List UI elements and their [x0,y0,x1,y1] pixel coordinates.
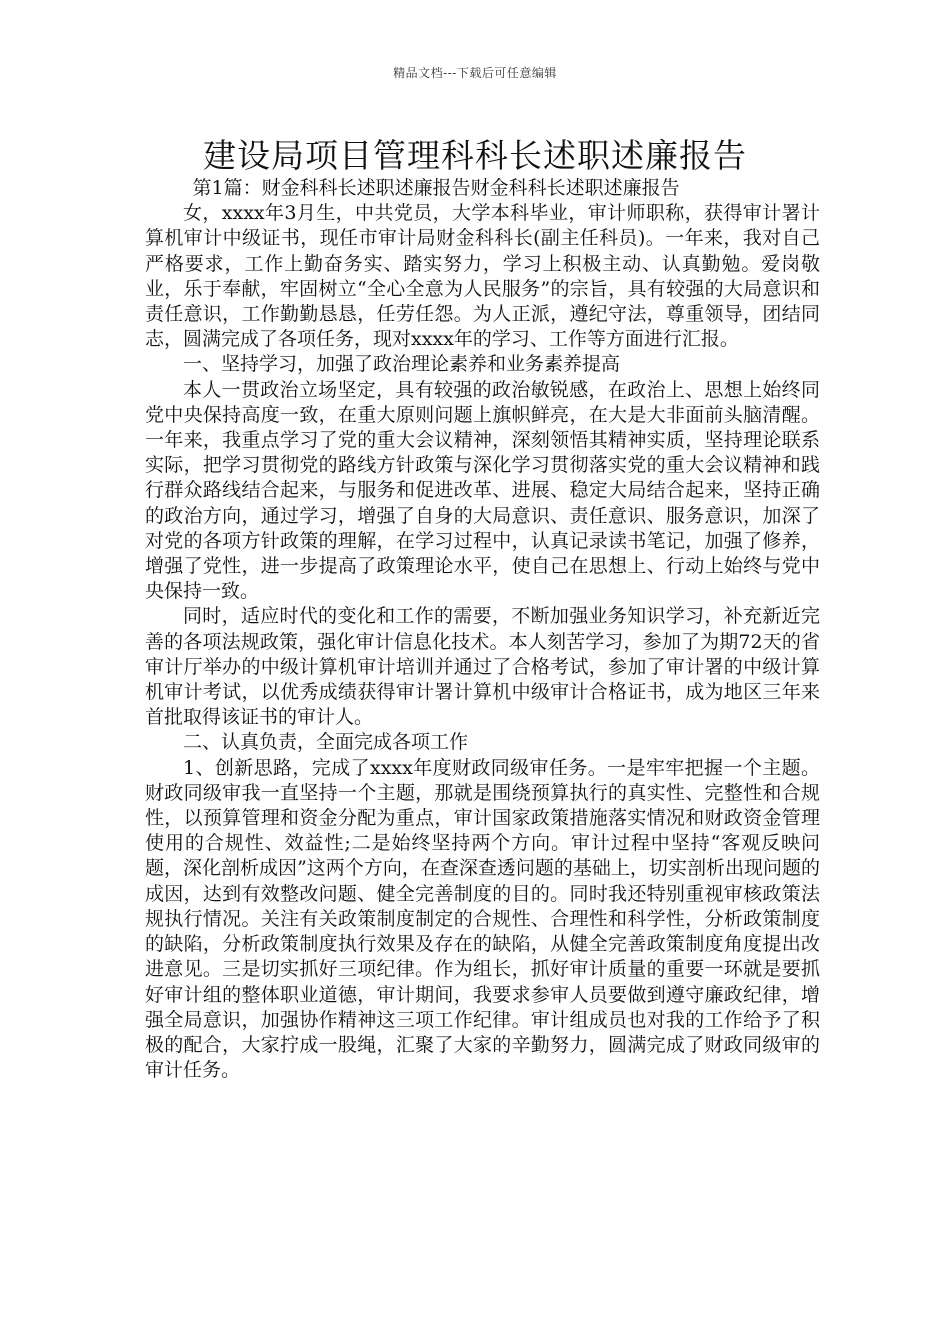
document-body [145,176,820,1083]
header-note: 精品文档---下载后可任意编辑 [393,66,557,80]
section-heading-2: 二、认真负责，全面完成各项工作 [183,731,469,754]
document-title: 建设局项目管理科科长述职述廉报告 [203,136,747,175]
paragraph-audit-task: 1、创新思路，完成了xxxx年度财政同级审任务。一是牢牢把握一个主题。财政同级审我一直坚持一个主题，那就是围绕预算执行的真实性、完整性和合规性，以预算管理和资金分配为重点，审计国家政策措施落实情况和财政资金管理使用的合规性、效益性;二是始终坚持两个方向。审计过程中坚持“客观反映问题，深化剖析成因”这两个方向，在查深查透问题的基础上，切实剖析出现问题的成因，达到有效整改问题、健全完善制度的目的。同时我还特别重视审核政策法规执行情况。关注有关政策制度制定的合规性、合理性和科学性，分析政策制度的缺陷，分析政策制度执行效果及存在的缺陷，从健全完善政策制度角度提出改进意见。三是切实抓好三项纪律。作为组长，抓好审计质量的重要一环就是要抓好审计组的整体职业道德，审计期间，我要求参审人员要做到遵守廉政纪律，增强全局意识，加强协作精神这三项工作纪律。审计组成员也对我的工作给予了积极的配合，大家拧成一股绳，汇聚了大家的辛勤努力，圆满完成了财政同级审的审计任务。 [145,756,820,1082]
paragraph-intro: 女，xxxx年3月生，中共党员，大学本科毕业，审计师职称，获得审计署计算机审计中级证书，现任市审计局财金科科长(副主任科员)。一年来，我对自己严格要求，工作上勤奋务实、踏实努力，学习上积极主动、认真勤勉。爱岗敬业，乐于奉献，牢固树立“全心全意为人民服务”的宗旨，具有较强的大局意识和责任意识，工作勤勤恳恳，任劳任怨。为人正派，遵纪守法，尊重领导，团结同志，圆满完成了各项任务，现对xxxx年的学习、工作等方面进行汇报。 [145,202,820,351]
document-subtitle: 第1篇：财金科科长述职述廉报告财金科科长述职述廉报告 [192,177,680,199]
paragraph-political-study: 本人一贯政治立场坚定，具有较强的政治敏锐感，在政治上、思想上始终同党中央保持高度一致，在重大原则问题上旗帜鲜亮，在大是大非面前头脑清醒。一年来，我重点学习了党的重大会议精神，深刻领悟其精神实质，坚持理论联系实际，把学习贯彻党的路线方针政策与深化学习贯彻落实党的重大会议精神和践行群众路线结合起来，与服务和促进改革、进展、稳定大局结合起来，坚持正确的政治方向，通过学习，增强了自身的大局意识、责任意识、服务意识，加深了对党的各项方针政策的理解，在学习过程中，认真记录读书笔记，加强了修养，增强了党性，进一步提高了政策理论水平，使自己在思想上、行动上始终与党中央保持一致。 [145,378,820,603]
section-heading-1: 一、坚持学习，加强了政治理论素养和业务素养提高 [183,353,621,376]
paragraph-professional-study: 同时，适应时代的变化和工作的需要，不断加强业务知识学习，补充新近完善的各项法规政策，强化审计信息化技术。本人刻苦学习，参加了为期72天的省审计厅举办的中级计算机审计培训并通过了合格考试，参加了审计署的中级计算机审计考试，以优秀成绩获得审计署计算机中级审计合格证书，成为地区三年来首批取得该证书的审计人。 [145,605,820,729]
